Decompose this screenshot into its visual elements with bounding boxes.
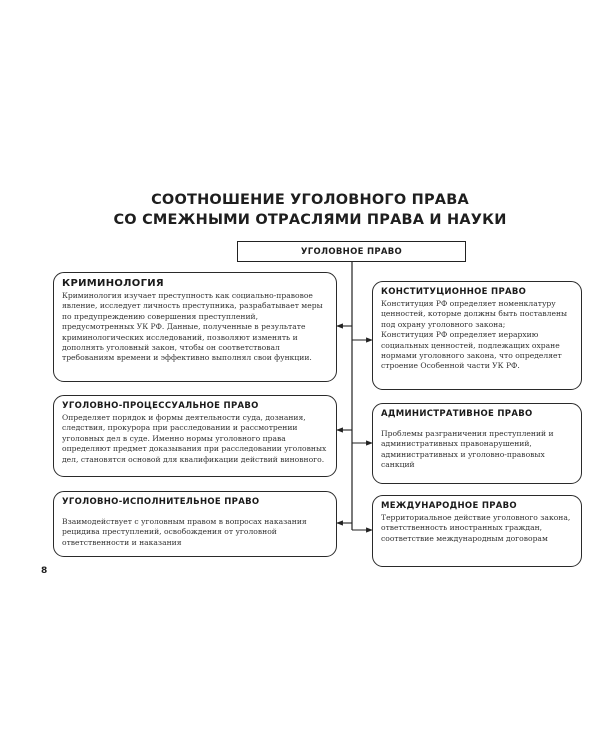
diagram-title-line1: СООТНОШЕНИЕ УГОЛОВНОГО ПРАВА (151, 192, 469, 208)
box-executive-heading: УГОЛОВНО-ИСПОЛНИТЕЛЬНОЕ ПРАВО (62, 497, 260, 507)
box-executive (53, 491, 337, 557)
box-executive-text: Взаимодействует с уголовным правом в вопросах наказания рецидива преступлений, освобождения от уголовной ответственности и наказания (62, 517, 307, 547)
box-administrative (372, 403, 582, 484)
diagram-title-line2: СО СМЕЖНЫМИ ОТРАСЛЯМИ ПРАВА И НАУКИ (113, 212, 507, 228)
box-procedural (53, 395, 337, 477)
box-criminology (53, 272, 337, 382)
box-administrative-heading: АДМИНИСТРАТИВНОЕ ПРАВО (381, 409, 533, 419)
box-constitutional-text-2: Конституция РФ определяет иерархию социальных ценностей, подлежащих охране нормами уголовного закона, что определяет строение Особенной части УК РФ. (381, 330, 562, 371)
root-node-criminal-law: УГОЛОВНОЕ ПРАВО (237, 241, 466, 262)
box-constitutional (372, 281, 582, 390)
box-procedural-text: Определяет порядок и формы деятельности суда, дознания, следствия, прокурора при расследовании и рассмотрении уголовных дел в суде. Именно нормы уголовного права определяют предмет доказывания при расследовании уголовных дел, становятся основой для квалификации действий виновного. (62, 413, 327, 464)
box-international-text: Территориальное действие уголовного закона, ответственность иностранных граждан, соответствие международным договорам (381, 513, 571, 543)
box-international-heading: МЕЖДУНАРОДНОЕ ПРАВО (381, 501, 517, 511)
box-constitutional-text-1: Конституция РФ определяет номенклатуру ценностей, которые должны быть поставлены под охрану уголовного закона; (381, 299, 568, 329)
page-number: 8 (41, 566, 48, 576)
box-criminology-text: Криминология изучает преступность как социально-правовое явление, исследует личность преступника, разрабатывает меры по предупреждению совершения преступлений, предусмотренных УК РФ. Данные, полученные в результате криминологических исследований, позволяют изменять и дополнять уголовный закон, чтобы он соответствовал требованиям времени и эффективно выполнял свои функции. (62, 291, 323, 363)
box-procedural-heading: УГОЛОВНО-ПРОЦЕССУАЛЬНОЕ ПРАВО (62, 401, 259, 411)
box-constitutional-heading: КОНСТИТУЦИОННОЕ ПРАВО (381, 287, 527, 297)
box-administrative-text: Проблемы разграничения преступлений и административных правонарушений, административных и уголовно-правовых санкций (381, 429, 554, 470)
box-criminology-heading: КРИМИНОЛОГИЯ (62, 278, 164, 289)
box-international (372, 495, 582, 567)
